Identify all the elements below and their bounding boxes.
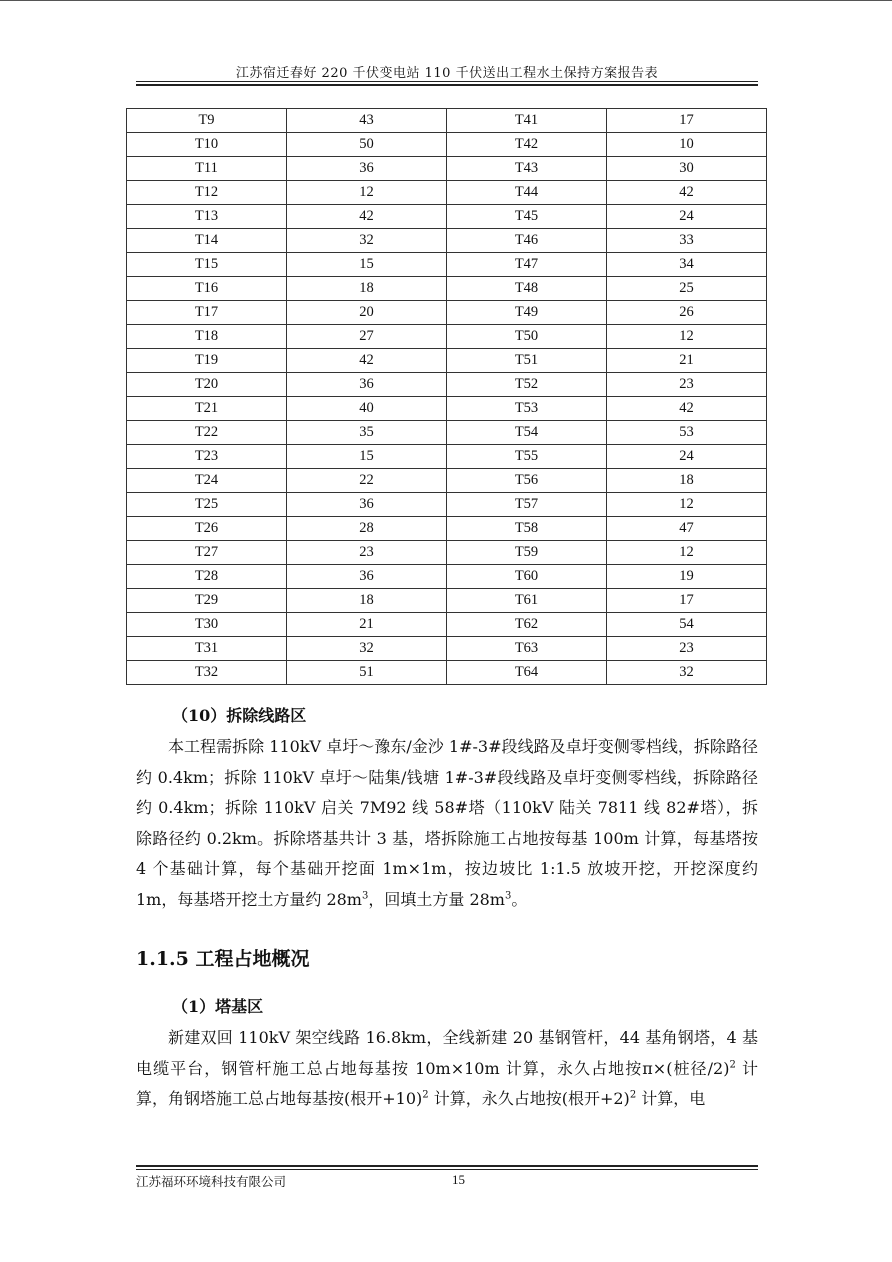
tower-value-cell: 40	[287, 397, 447, 421]
tower-value-cell: 12	[607, 541, 767, 565]
tower-id-cell: T21	[127, 397, 287, 421]
table-row	[127, 277, 767, 301]
section-10-text-3: ，回填土方量 28m	[368, 889, 505, 909]
tower-id-cell: T20	[127, 373, 287, 397]
tower-id-cell: T29	[127, 589, 287, 613]
tower-id-cell: T43	[447, 157, 607, 181]
table-row	[127, 397, 767, 421]
tower-id-cell: T46	[447, 229, 607, 253]
table-row	[127, 253, 767, 277]
table-row	[127, 493, 767, 517]
table-row	[127, 133, 767, 157]
tower-value-cell: 32	[287, 229, 447, 253]
tower-value-cell: 18	[287, 277, 447, 301]
table-row	[127, 661, 767, 685]
tower-value-cell: 24	[607, 445, 767, 469]
tower-id-cell: T48	[447, 277, 607, 301]
tower-id-cell: T57	[447, 493, 607, 517]
tower-id-cell: T14	[127, 229, 287, 253]
tower-id-cell: T18	[127, 325, 287, 349]
tower-id-cell: T32	[127, 661, 287, 685]
section-10-text-4: 。	[511, 889, 528, 909]
section-1-1-5-heading: 1.1.5 工程占地概况	[136, 948, 310, 970]
table-row	[127, 565, 767, 589]
superscript: 2	[629, 1089, 637, 1101]
tower-id-cell: T51	[447, 349, 607, 373]
tower-value-cell: 47	[607, 517, 767, 541]
table-row	[127, 157, 767, 181]
tower-id-cell: T11	[127, 157, 287, 181]
tower-id-cell: T41	[447, 109, 607, 133]
tower-value-cell: 42	[287, 205, 447, 229]
tower-value-cell: 42	[607, 397, 767, 421]
table-row	[127, 421, 767, 445]
tower-value-cell: 27	[287, 325, 447, 349]
tower-value-cell: 50	[287, 133, 447, 157]
tower-value-cell: 18	[287, 589, 447, 613]
tower-id-cell: T12	[127, 181, 287, 205]
tower-id-cell: T10	[127, 133, 287, 157]
tower-id-cell: T52	[447, 373, 607, 397]
tower-value-cell: 26	[607, 301, 767, 325]
tower-id-cell: T59	[447, 541, 607, 565]
header-rule	[136, 81, 758, 82]
table-row	[127, 373, 767, 397]
tower-id-cell: T28	[127, 565, 287, 589]
tower-value-cell: 34	[607, 253, 767, 277]
tower-value-cell: 30	[607, 157, 767, 181]
tower-value-cell: 15	[287, 253, 447, 277]
tower-value-cell: 12	[607, 325, 767, 349]
tower-value-cell: 12	[287, 181, 447, 205]
tower-value-cell: 36	[287, 565, 447, 589]
tower-value-cell: 42	[287, 349, 447, 373]
tower-value-cell: 21	[607, 349, 767, 373]
table-row	[127, 325, 767, 349]
tower-value-cell: 17	[607, 589, 767, 613]
tower-id-cell: T24	[127, 469, 287, 493]
superscript: 2	[729, 1059, 736, 1071]
tower-value-cell: 36	[287, 493, 447, 517]
table-row	[127, 613, 767, 637]
tower-id-cell: T27	[127, 541, 287, 565]
tower-id-cell: T25	[127, 493, 287, 517]
tower-area-text-1: 新建双回 110kV 架空线路 16.8km，全线新建 20 基钢管杆，44 基角钢塔，4 基电缆平台，钢管杆施工总占地每基按 10m×10m 计算，永久占地按π×(桩径/2)	[136, 1028, 758, 1078]
tower-value-cell: 25	[607, 277, 767, 301]
section-10-text-2: 计算，每基塔按 4 个基础计算，每个基础开挖面 1m×1m，按边坡比 1:1.5 放坡开挖，开挖深度约 1m，每基塔开挖土方量约 28m	[136, 828, 758, 909]
tower-area-text-3: 计算，永久占地按(根开+2)	[428, 1089, 630, 1108]
table-row	[127, 469, 767, 493]
tower-area-text-2: 计算，角钢塔施工总占地每基按(根开+10)	[136, 1058, 758, 1108]
superscript: 2	[422, 1089, 429, 1101]
tower-id-cell: T55	[447, 445, 607, 469]
tower-id-cell: T47	[447, 253, 607, 277]
tower-value-cell: 23	[607, 373, 767, 397]
tower-value-cell: 51	[287, 661, 447, 685]
tower-value-cell: 21	[287, 613, 447, 637]
tower-id-cell: T19	[127, 349, 287, 373]
table-row	[127, 445, 767, 469]
table-row	[127, 349, 767, 373]
footer-rule-thick	[136, 1165, 758, 1167]
page-number: 15	[452, 1172, 465, 1187]
footer-rule	[136, 1169, 758, 1170]
table-row	[127, 109, 767, 133]
tower-id-cell: T44	[447, 181, 607, 205]
table-row	[127, 517, 767, 541]
header-rule-thick	[136, 84, 758, 86]
tower-id-cell: T16	[127, 277, 287, 301]
tower-value-cell: 10	[607, 133, 767, 157]
tower-id-cell: T22	[127, 421, 287, 445]
tower-id-cell: T13	[127, 205, 287, 229]
tower-value-cell: 43	[287, 109, 447, 133]
section-10-paragraph	[136, 732, 758, 915]
tower-value-cell: 12	[607, 493, 767, 517]
tower-area-paragraph	[136, 1023, 758, 1115]
table-row	[127, 181, 767, 205]
tower-id-cell: T56	[447, 469, 607, 493]
tower-id-cell: T26	[127, 517, 287, 541]
tower-id-cell: T64	[447, 661, 607, 685]
tower-id-cell: T60	[447, 565, 607, 589]
tower-value-cell: 19	[607, 565, 767, 589]
tower-id-cell: T42	[447, 133, 607, 157]
tower-id-cell: T30	[127, 613, 287, 637]
tower-id-cell: T23	[127, 445, 287, 469]
tower-value-cell: 17	[607, 109, 767, 133]
tower-id-cell: T49	[447, 301, 607, 325]
tower-id-cell: T45	[447, 205, 607, 229]
tower-id-cell: T50	[447, 325, 607, 349]
superscript: 3	[361, 890, 369, 902]
tower-value-cell: 53	[607, 421, 767, 445]
section-10-heading: （10）拆除线路区	[172, 706, 307, 725]
tower-id-cell: T54	[447, 421, 607, 445]
tower-id-cell: T58	[447, 517, 607, 541]
table-row	[127, 229, 767, 253]
section-10-text-1: 本工程需拆除 110kV 卓圩～豫东/金沙 1#-3#段线路及卓圩变侧零档线，拆除路径约 0.4km；拆除 110kV 卓圩～陆集/钱塘 1#-3#段线路及卓圩变侧零档线，拆除路径约 0.4km；拆除 110kV 启关 7M92 线 58#塔（110kV 陆关 7811 线 82#塔），拆除路径约 0.2km。拆除塔基共计 3 基，塔拆除施工占地按每基 100m	[136, 737, 758, 848]
tower-value-cell: 20	[287, 301, 447, 325]
tower-id-cell: T62	[447, 613, 607, 637]
tower-value-cell: 22	[287, 469, 447, 493]
table-row	[127, 589, 767, 613]
footer-company: 江苏福环环境科技有限公司	[136, 1174, 287, 1189]
table-row	[127, 205, 767, 229]
tower-value-cell: 36	[287, 157, 447, 181]
tower-area-text-4: 计算，电	[636, 1089, 706, 1108]
tower-id-cell: T9	[127, 109, 287, 133]
tower-id-cell: T31	[127, 637, 287, 661]
tower-id-cell: T61	[447, 589, 607, 613]
tower-id-cell: T63	[447, 637, 607, 661]
tower-value-cell: 36	[287, 373, 447, 397]
page-top-border	[0, 0, 892, 1]
table-row	[127, 541, 767, 565]
tower-value-cell: 42	[607, 181, 767, 205]
page-header-title: 江苏宿迁春好 220 千伏变电站 110 千伏送出工程水土保持方案报告表	[235, 66, 659, 81]
table-row	[127, 301, 767, 325]
tower-value-cell: 23	[607, 637, 767, 661]
tower-value-cell: 28	[287, 517, 447, 541]
tower-value-cell: 32	[607, 661, 767, 685]
tower-value-cell: 23	[287, 541, 447, 565]
tower-id-cell: T15	[127, 253, 287, 277]
tower-value-cell: 35	[287, 421, 447, 445]
tower-area-heading: （1）塔基区	[172, 997, 264, 1016]
tower-value-cell: 18	[607, 469, 767, 493]
tower-value-cell: 32	[287, 637, 447, 661]
tower-value-cell: 24	[607, 205, 767, 229]
table-row	[127, 637, 767, 661]
tower-value-cell: 54	[607, 613, 767, 637]
tower-id-cell: T53	[447, 397, 607, 421]
tower-value-cell: 33	[607, 229, 767, 253]
tower-value-cell: 15	[287, 445, 447, 469]
tower-data-table	[126, 108, 767, 685]
superscript: 3	[504, 890, 512, 902]
tower-id-cell: T17	[127, 301, 287, 325]
